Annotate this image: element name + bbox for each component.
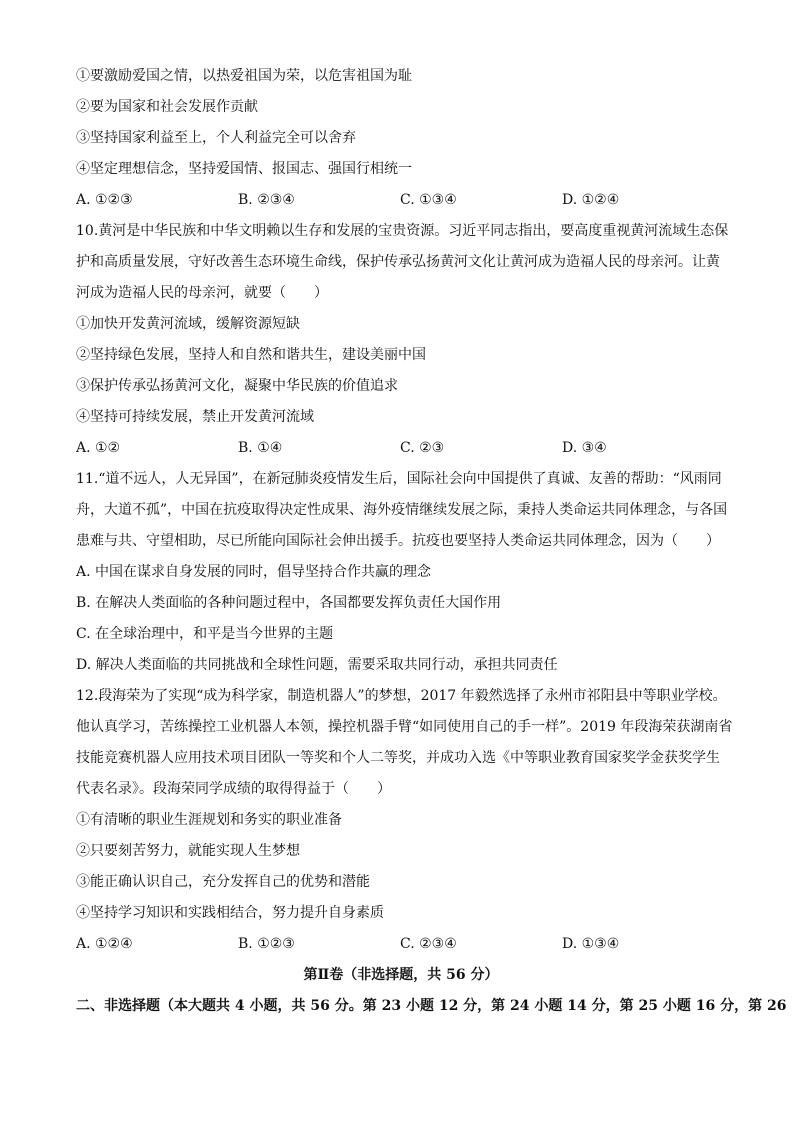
q12-stem-line-4: 代表名录》。段海荣同学成绩的取得得益于（ ）	[76, 781, 391, 797]
q11-stem-line-3: 患难与共、守望相助，尽已所能向国际社会伸出援手。抗疫也要坚持人类命运共同体理念，因为（ ）	[76, 533, 720, 549]
q10-statement-1: ①加快开发黄河流域，缓解资源短缺	[76, 316, 300, 332]
section-2-intro: 二、非选择题（本大题共 4 小题，共 56 分。第 23 小题 12 分，第 24 小题 14 分，第 25 小题 16 分，第 26	[76, 998, 787, 1014]
q11-option-b: B. 在解决人类面临的各种问题过程中，各国都要发挥负责任大国作用	[76, 595, 502, 611]
q9-option-c: C. ①③④	[400, 192, 457, 208]
q10-option-c: C. ②③	[400, 440, 445, 456]
q12-option-a: A. ①②④	[76, 936, 133, 952]
q9-option-d: D. ①②④	[562, 192, 620, 208]
q11-stem-line-2: 舟，大道不孤”，中国在抗疫取得决定性成果、海外疫情继续发展之际，秉持人类命运共同体理念，与各国	[76, 502, 728, 518]
q9-options	[76, 188, 726, 219]
q9-statement-4: ④坚定理想信念，坚持爱国情、报国志、强国行相统一	[76, 161, 412, 177]
exam-page	[76, 64, 787, 1025]
q12-options	[76, 932, 726, 963]
q12-statement-2: ②只要刻苦努力，就能实现人生梦想	[76, 843, 300, 859]
q12-statement-3: ③能正确认识自己，充分发挥自己的优势和潜能	[76, 874, 370, 890]
q12-option-d: D. ①③④	[562, 936, 620, 952]
q10-statement-4: ④坚持可持续发展，禁止开发黄河流域	[76, 409, 314, 425]
q12-stem-line-3: 技能竞赛机器人应用技术项目团队一等奖和个人二等奖，并成功入选《中等职业教育国家奖学金获奖学生	[76, 750, 720, 766]
q10-option-a: A. ①②	[76, 440, 121, 456]
q11-option-c: C. 在全球治理中，和平是当今世界的主题	[76, 626, 334, 642]
q12-option-b: B. ①②③	[238, 936, 295, 952]
q9-option-a: A. ①②③	[76, 192, 133, 208]
q10-option-b: B. ①④	[238, 440, 283, 456]
q9-statement-3: ③坚持国家利益至上，个人利益完全可以舍弃	[76, 130, 356, 146]
q9-option-b: B. ②③④	[238, 192, 295, 208]
section-2-title: 第Ⅱ卷（非选择题，共 56 分）	[303, 967, 499, 983]
q10-stem-line-2: 护和高质量发展，守好改善生态环境生命线，保护传承弘扬黄河文化让黄河成为造福人民的母亲河。让黄	[76, 254, 720, 270]
q11-option-d: D. 解决人类面临的共同挑战和全球性问题，需要采取共同行动，承担共同责任	[76, 657, 558, 673]
q10-stem-line-3: 河成为造福人民的母亲河，就要（ ）	[76, 285, 328, 301]
q9-statement-1: ①要激励爱国之情，以热爱祖国为荣，以危害祖国为耻	[76, 68, 412, 84]
q10-option-d: D. ③④	[562, 440, 607, 456]
q10-stem-line-1: 10.黄河是中华民族和中华文明赖以生存和发展的宝贵资源。习近平同志指出，要高度重视黄河流域生态保	[76, 223, 729, 239]
q10-statement-3: ③保护传承弘扬黄河文化，凝聚中华民族的价值追求	[76, 378, 398, 394]
q11-stem-line-1: 11.“道不远人，人无异国”，在新冠肺炎疫情发生后，国际社会向中国提供了真诚、友善的帮助：“风雨同	[76, 471, 722, 487]
q11-option-a: A. 中国在谋求自身发展的同时，倡导坚持合作共赢的理念	[76, 564, 432, 580]
q12-option-c: C. ②③④	[400, 936, 457, 952]
q12-statement-4: ④坚持学习知识和实践相结合，努力提升自身素质	[76, 905, 384, 921]
q12-stem-line-1: 12.段海荣为了实现“成为科学家，制造机器人”的梦想，2017 年毅然选择了永州市祁阳县中等职业学校。	[76, 688, 727, 704]
q9-statement-2: ②要为国家和社会发展作贡献	[76, 99, 258, 115]
q12-stem-line-2: 他认真学习，苦练操控工业机器人本领，操控机器手臂“如同使用自己的手一样”。2019 年段海荣获湖南省	[76, 719, 733, 735]
q10-options	[76, 436, 726, 467]
q10-statement-2: ②坚持绿色发展，坚持人和自然和谐共生，建设美丽中国	[76, 347, 426, 363]
q12-statement-1: ①有清晰的职业生涯规划和务实的职业准备	[76, 812, 342, 828]
